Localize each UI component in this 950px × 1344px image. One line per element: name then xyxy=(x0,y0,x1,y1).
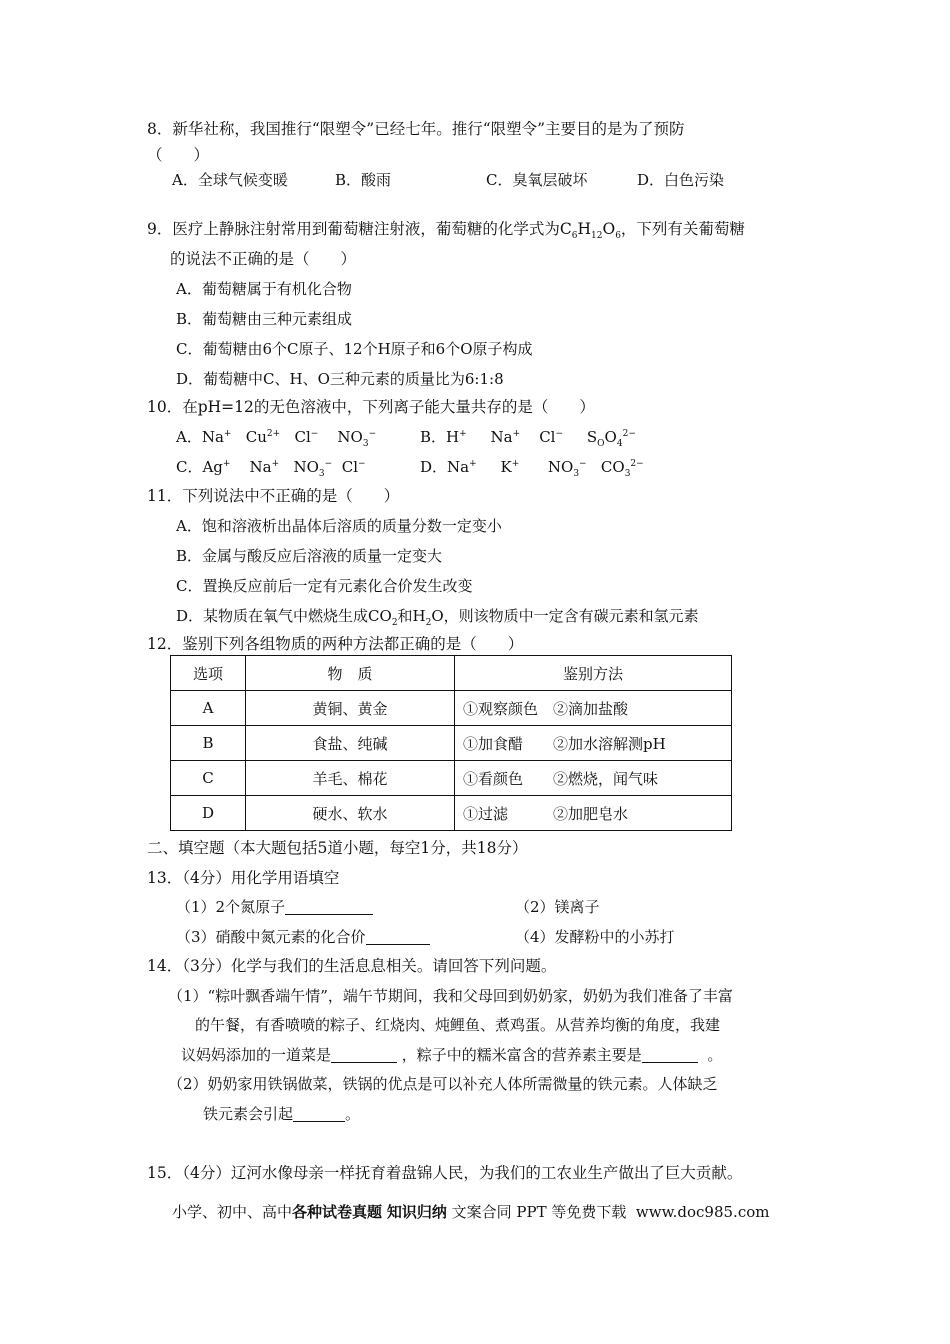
q8-option-d: D．白色污染 xyxy=(637,171,725,189)
q13-item-1: （1）2个氮原子 xyxy=(176,897,373,917)
footer-text-3: 知识归纳 xyxy=(386,1203,447,1221)
row-substance: 羊毛、棉花 xyxy=(246,761,455,796)
q15-stem: 15．（4分）辽河水像母亲一样抚育着盘锦人民，为我们的工农业生产做出了巨大贡献。 xyxy=(147,1164,743,1182)
q11-option-c: C．置换反应前后一定有元素化合价发生改变 xyxy=(176,577,473,595)
q9-option-d: D．葡萄糖中C、H、O三种元素的质量比为6:1:8 xyxy=(176,370,504,388)
q10-option-c: C．Ag+ Na+ $NO_3^-$ Cl− xyxy=(176,458,366,479)
row-option: D xyxy=(171,796,246,831)
table-row xyxy=(171,726,732,761)
footer-text-2: 各种试卷真题 xyxy=(292,1203,383,1221)
footer xyxy=(172,1202,769,1222)
row-option: C xyxy=(171,761,246,796)
q9-stem xyxy=(147,219,745,242)
header-substance: 物 质 xyxy=(246,656,455,691)
header-method: 鉴别方法 xyxy=(455,656,732,691)
q9-stem-line2: 的说法不正确的是（ ） xyxy=(170,250,357,268)
answer-blank[interactable] xyxy=(642,1046,698,1063)
q12-stem: 12．鉴别下列各组物质的两种方法都正确的是（ ） xyxy=(147,635,524,653)
q14-p1-line3: 议妈妈添加的一道菜是 ，粽子中的糯米富含的营养素主要是 。 xyxy=(181,1046,723,1064)
q10-option-b: B．H+ Na+ Cl− $S_OO_4^{2-}$ xyxy=(420,428,636,449)
q13-item-3: （3）硝酸中氮元素的化合价 xyxy=(176,927,430,947)
table-header-row xyxy=(171,656,732,691)
q10-option-d: D．Na+ K+ $NO_3^-$ $CO_3^{2-}$ xyxy=(420,458,644,479)
answer-blank[interactable] xyxy=(285,898,373,915)
q14-stem: 14．（3分）化学与我们的生活息息相关。请回答下列问题。 xyxy=(147,957,557,975)
q14-p1-line2: 的午餐，有香喷喷的粽子、红烧肉、炖鲤鱼、煮鸡蛋。从营养均衡的角度，我建 xyxy=(195,1016,721,1034)
row-method: ①观察颜色 ②滴加盐酸 xyxy=(455,691,732,726)
row-option: A xyxy=(171,691,246,726)
q11-stem: 11．下列说法中不正确的是（ ） xyxy=(147,487,400,505)
answer-blank[interactable] xyxy=(366,928,430,945)
table-row xyxy=(171,796,732,831)
q14-p1-line1: （1）“粽叶飘香端午情”，端午节期间，我和父母回到奶奶家，奶奶为我们准备了丰富 xyxy=(168,987,733,1005)
row-substance: 黄铜、黄金 xyxy=(246,691,455,726)
footer-text-4: 文案合同 PPT 等免费下载 xyxy=(451,1203,627,1221)
answer-blank[interactable] xyxy=(293,1105,345,1122)
q8-option-c: C．臭氧层破坏 xyxy=(486,171,588,189)
answer-blank[interactable] xyxy=(331,1046,397,1063)
row-method: ①过滤 ②加肥皂水 xyxy=(455,796,732,831)
q11-option-d: D．某物质在氧气中燃烧生成$CO_2$和$H_2O$，则该物质中一定含有碳元素和氢元素 xyxy=(176,607,699,628)
q8-stem: 8．新华社称，我国推行“限塑令”已经七年。推行“限塑令”主要目的是为了预防 xyxy=(147,120,685,138)
q10-option-a: A．Na+ $Cu^{2+}$ Cl− $NO_3^-$ xyxy=(176,428,377,449)
table-row xyxy=(171,691,732,726)
q12-table xyxy=(170,655,732,831)
footer-text-1: 小学、初中、高中 xyxy=(172,1203,293,1221)
q13-stem: 13．（4分）用化学用语填空 xyxy=(147,869,340,887)
q9-stem-part1: 9．医疗上静脉注射常用到葡萄糖注射液，葡萄糖的化学式为 xyxy=(147,220,560,238)
q8-option-b: B．酸雨 xyxy=(335,171,392,189)
q9-option-c: C．葡萄糖由6个C原子、12个H原子和6个O原子构成 xyxy=(176,340,533,358)
q13-item-2: （2）镁离子 xyxy=(515,898,600,916)
q11-option-b: B．金属与酸反应后溶液的质量一定变大 xyxy=(176,547,443,565)
row-method: ①看颜色 ②燃烧，闻气味 xyxy=(455,761,732,796)
q14-p2-line1: （2）奶奶家用铁锅做菜，铁锅的优点是可以补充人体所需微量的铁元素。人体缺乏 xyxy=(168,1075,718,1093)
q9-stem-part2: ，下列有关葡萄糖 xyxy=(620,220,745,238)
row-option: B xyxy=(171,726,246,761)
q8-option-a: A．全球气候变暖 xyxy=(172,171,288,189)
table-row xyxy=(171,761,732,796)
row-substance: 食盐、纯碱 xyxy=(246,726,455,761)
q9-option-b: B．葡萄糖由三种元素组成 xyxy=(176,310,353,328)
q8-paren: （ ） xyxy=(147,146,210,164)
header-option: 选项 xyxy=(171,656,246,691)
q10-stem: 10．在pH=12的无色溶液中，下列离子能大量共存的是（ ） xyxy=(147,398,595,416)
row-method: ①加食醋 ②加水溶解测pH xyxy=(455,726,732,761)
q14-p2-line2: 铁元素会引起 。 xyxy=(203,1105,361,1123)
q13-item-4: （4）发酵粉中的小苏打 xyxy=(515,928,675,946)
footer-url[interactable]: www.doc985.com xyxy=(635,1203,770,1221)
glucose-formula: $C_6H_{12}O_6$ xyxy=(559,220,621,242)
q9-option-a: A．葡萄糖属于有机化合物 xyxy=(176,280,352,298)
row-substance: 硬水、软水 xyxy=(246,796,455,831)
section2-title: 二、填空题（本大题包括5道小题，每空1分，共18分） xyxy=(147,839,528,857)
q11-option-a: A．饱和溶液析出晶体后溶质的质量分数一定变小 xyxy=(176,517,502,535)
